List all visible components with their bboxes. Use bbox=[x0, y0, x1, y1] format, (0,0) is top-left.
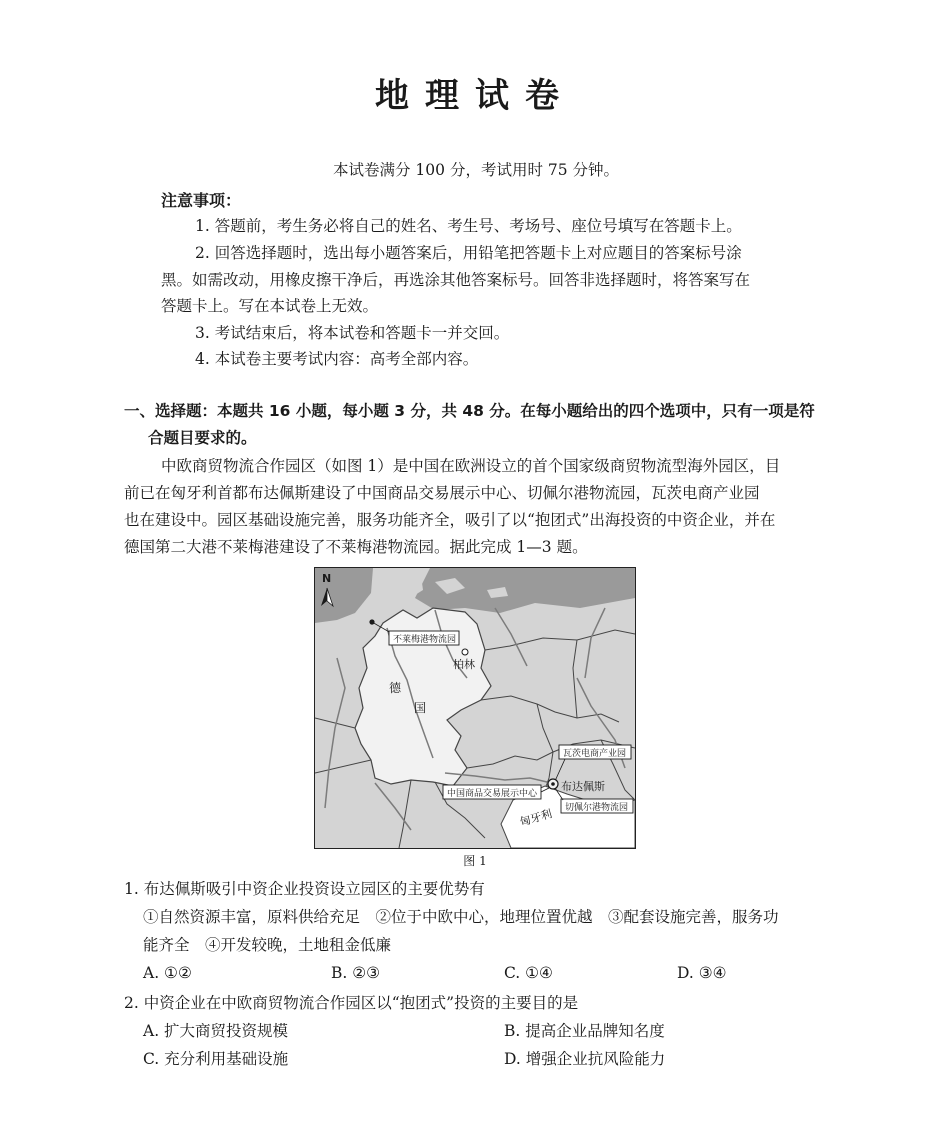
question-2-option-d: D. 增强企业抗风险能力 bbox=[504, 1050, 666, 1068]
question-2-option-b: B. 提高企业品牌知名度 bbox=[504, 1022, 665, 1040]
map-svg bbox=[315, 568, 635, 848]
question-1-option-d: D. ③④ bbox=[677, 964, 727, 982]
section-heading: 一、选择题：本题共 16 小题，每小题 3 分，共 48 分。在每小题给出的四个选项中，只有一项是符 bbox=[124, 402, 815, 420]
north-label: N bbox=[322, 572, 332, 585]
question-1-statements-cont: 能齐全 ④开发较晚，土地租金低廉 bbox=[143, 936, 392, 954]
question-1-statements: ①自然资源丰富，原料供给充足 ②位于中欧中心，地理位置优越 ③配套设施完善，服务功 bbox=[143, 908, 779, 926]
passage-line-1: 中欧商贸物流合作园区（如图 1）是中国在欧洲设立的首个国家级商贸物流型海外园区，目 bbox=[161, 457, 781, 475]
question-2-option-a: A. 扩大商贸投资规模 bbox=[143, 1022, 289, 1040]
question-1-option-a: A. ①② bbox=[143, 964, 192, 982]
question-2-stem: 2. 中资企业在中欧商贸物流合作园区以“抱团式”投资的主要目的是 bbox=[124, 994, 579, 1012]
question-1-option-b: B. ②③ bbox=[331, 964, 381, 982]
figure-1-map bbox=[314, 567, 636, 849]
hungary-label: 匈牙利 bbox=[518, 807, 554, 829]
section-heading-cont: 合题目要求的。 bbox=[148, 429, 257, 447]
exam-intro: 本试卷满分 100 分，考试用时 75 分钟。 bbox=[333, 161, 620, 179]
scandinavia bbox=[375, 568, 423, 600]
germany-label-2: 国 bbox=[414, 701, 427, 715]
notice-item-2: 2. 回答选择题时，选出每小题答案后，用铅笔把答题卡上对应题目的答案标号涂 bbox=[195, 244, 742, 262]
notice-item-2-cont: 黑。如需改动，用橡皮擦干净后，再选涂其他答案标号。回答非选择题时，将答案写在 bbox=[161, 271, 751, 289]
notice-item-2-end: 答题卡上。写在本试卷上无效。 bbox=[161, 297, 379, 315]
question-1-stem: 1. 布达佩斯吸引中资企业投资设立园区的主要优势有 bbox=[124, 880, 485, 898]
figure-caption: 图 1 bbox=[463, 854, 487, 868]
question-2-option-c: C. 充分利用基础设施 bbox=[143, 1050, 289, 1068]
berlin-label: 柏林 bbox=[453, 658, 475, 671]
budapest-label: 布达佩斯 bbox=[561, 780, 605, 793]
vac-label: 瓦茨电商产业园 bbox=[563, 749, 627, 759]
notice-item-4: 4. 本试卷主要考试内容：高考全部内容。 bbox=[195, 350, 479, 368]
exhibit-label: 中国商品交易展示中心 bbox=[447, 789, 538, 799]
notice-item-1: 1. 答题前，考生务必将自己的姓名、考生号、考场号、座位号填写在答题卡上。 bbox=[195, 217, 742, 235]
notice-item-3: 3. 考试结束后，将本试卷和答题卡一并交回。 bbox=[195, 324, 510, 342]
berlin-marker bbox=[462, 649, 468, 655]
notice-heading: 注意事项： bbox=[161, 191, 242, 210]
passage-line-2: 前已在匈牙利首都布达佩斯建设了中国商品交易展示中心、切佩尔港物流园，瓦茨电商产业园 bbox=[124, 484, 760, 502]
germany-label-1: 德 bbox=[389, 681, 402, 695]
passage-line-4: 德国第二大港不莱梅港建设了不莱梅港物流园。据此完成 1—3 题。 bbox=[124, 538, 588, 556]
passage-line-3: 也在建设中。园区基础设施完善，服务功能齐全，吸引了以“抱团式”出海投资的中资企业，并在 bbox=[124, 511, 776, 529]
bremen-label: 不莱梅港物流园 bbox=[393, 635, 457, 645]
csepel-label: 切佩尔港物流园 bbox=[565, 803, 629, 813]
question-1-option-c: C. ①④ bbox=[504, 964, 553, 982]
page-title: 地理试卷 bbox=[375, 76, 575, 116]
